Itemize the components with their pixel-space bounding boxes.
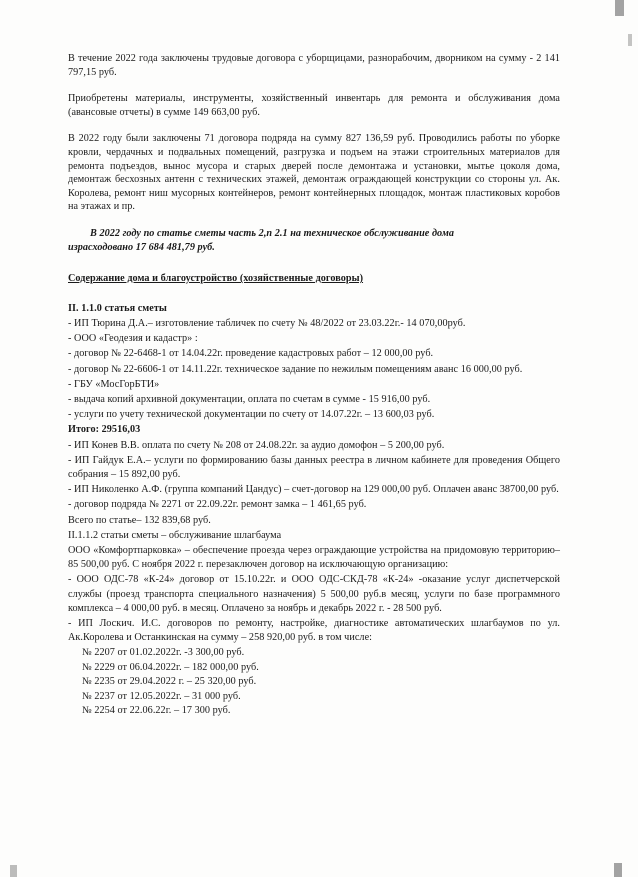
paragraph-labor-contracts: В течение 2022 года заключены трудовые договора с уборщицами, разнорабочим, дворником на сумму - 2 141 797,15 руб. xyxy=(68,53,560,78)
emphasis-line-2: израсходовано 17 684 481,79 руб. xyxy=(68,241,215,253)
list-item: - ООО «Геодезия и кадастр» : xyxy=(68,333,198,345)
list-item-subsection-heading: II.1.1.2 статьи сметы – обслуживание шлагбаума xyxy=(68,529,282,541)
list-item: ООО «Комфортпарковка» – обеспечение проезда через ограждающие устройства на придомовую территорию– 85 500,00 руб. С ноября 2022 г. перезаключен договор на исключающую организацию: xyxy=(68,544,560,571)
scan-edge-mark-bottom-left xyxy=(10,865,17,877)
list-item: - ИП Конев В.В. оплата по счету № 208 от 24.08.22г. за аудио домофон – 5 200,00 руб. xyxy=(68,439,445,451)
list-item: - ООО ОДС-78 «К-24» договор от 15.10.22г. и ООО ОДС-СКД-78 «К-24» -оказание услуг диспетчерской службы (проезд транспорта специального назначения) 5 500,00 руб.в месяц, услуги по базе программного комплекса – 4 000,00 руб. в месяц. Оплачено за ноябрь и декабрь 2022 г. - 28 500 руб. xyxy=(68,574,560,614)
list-item: II. 1.1.0 статья сметы xyxy=(68,302,167,314)
emphasis-line-1: В 2022 году по статье сметы часть 2,п 2.1 на техническое обслуживание дома xyxy=(90,227,454,239)
paragraph-contract-works: В 2022 году были заключены 71 договора подряда на сумму 827 136,59 руб. Проводились работы по уборке кровли, чердачных и подвальных помещений, разгрузка и подъем на этажи строительных материалов для ремонта подъездов, вынос мусора и старых дверей после демонтажа и установки, мытье цоколя дома, демонтаж бесхозных антенн с технических этажей, демонтаж ограждающей конструкции со стороны ул. Ак. Королева, ремонт ниш мусорных контейнеров, ремонт контейнерных площадок, монтаж пластиковых коробов на этажах и пр. xyxy=(68,133,560,213)
invoice-line: № 2235 от 29.04.2022 г. – 25 320,00 руб. xyxy=(82,676,257,688)
scan-edge-mark-bottom-right xyxy=(614,863,622,877)
expense-items-list xyxy=(68,302,560,646)
invoice-line: № 2237 от 12.05.2022г. – 31 000 руб. xyxy=(82,690,241,702)
list-item: - договор подряда № 2271 от 22.09.22г. ремонт замка – 1 461,65 руб. xyxy=(68,499,367,511)
list-item: - договор № 22-6468-1 от 14.04.22г. проведение кадастровых работ – 12 000,00 руб. xyxy=(68,348,434,360)
list-item: - ИП Николенко А.Ф. (группа компаний Цандус) – счет-договор на 129 000,00 руб. Оплачен аванс 38700,00 руб. xyxy=(68,484,559,496)
document-body xyxy=(68,52,560,718)
invoice-list xyxy=(68,646,560,718)
list-item: - услуги по учету технической документации по счету от 14.07.22г. – 13 600,03 руб. xyxy=(68,409,435,421)
invoice-line: № 2229 от 06.04.2022г. – 182 000,00 руб. xyxy=(82,661,259,673)
list-item: - ИП Лоскич. И.С. договоров по ремонту, настройке, диагностике автоматических шлагбаумов по ул. Ак.Королева и Останкинская на сумму – 258 920,00 руб. в том числе: xyxy=(68,617,560,644)
invoice-line: № 2254 от 22.06.22г. – 17 300 руб. xyxy=(82,705,231,717)
section-heading: Содержание дома и благоустройство (хозяйственные договоры) xyxy=(68,273,364,285)
invoice-line: № 2207 от 01.02.2022г. -3 300,00 руб. xyxy=(82,647,245,659)
list-item-total: Итого: 29516,03 xyxy=(68,424,141,436)
list-item: - ИП Тюрина Д.А.– изготовление табличек по счету № 48/2022 от 23.03.22г.- 14 070,00руб. xyxy=(68,317,466,329)
list-item: - договор № 22-6606-1 от 14.11.22г. техническое задание по нежилым помещениям аванс 16 000,00 руб. xyxy=(68,363,523,375)
list-item-total: Всего по статье– 132 839,68 руб. xyxy=(68,514,211,526)
list-item: - ИП Гайдук Е.А.– услуги по формированию базы данных реестра в личном кабинете для проведения Общего собрания – 15 892,00 руб. xyxy=(68,454,560,480)
list-item: - ГБУ «МосГорБТИ» xyxy=(68,378,160,390)
scan-edge-mark-top-right xyxy=(615,0,624,16)
scan-edge-mark-mid-right xyxy=(628,34,632,46)
list-item: - выдача копий архивной документации, оплата по счетам в сумме - 15 916,00 руб. xyxy=(68,393,431,405)
paragraph-materials-purchased: Приобретены материалы, инструменты, хозяйственный инвентарь для ремонта и обслуживания дома (авансовые отчеты) в сумме 149 663,00 руб. xyxy=(68,93,560,118)
